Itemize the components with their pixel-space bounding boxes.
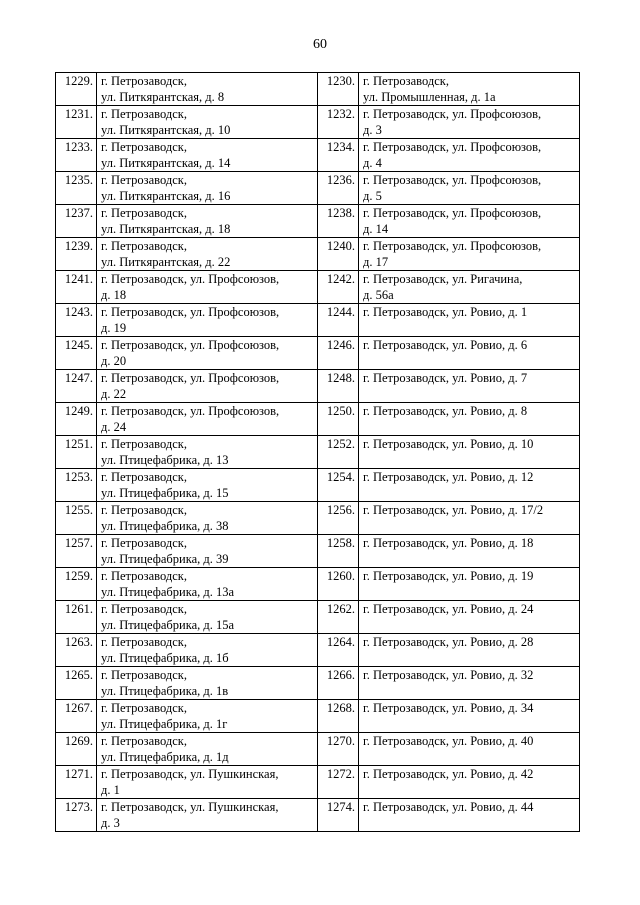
address-line: д. 3	[363, 123, 382, 137]
entry-number: 1259.	[56, 568, 97, 601]
entry-address	[359, 700, 580, 733]
entry-address	[359, 238, 580, 271]
address-line: ул. Птицефабрика, д. 15а	[101, 618, 235, 632]
address-line: г. Петрозаводск, ул. Ровио, д. 10	[363, 437, 534, 451]
table-row	[56, 370, 580, 403]
entry-number: 1232.	[318, 106, 359, 139]
address-line: г. Петрозаводск,	[101, 503, 187, 517]
address-line: г. Петрозаводск, ул. Профсоюзов,	[363, 107, 542, 121]
address-line: д. 19	[101, 321, 127, 335]
address-line: г. Петрозаводск, ул. Ровио, д. 28	[363, 635, 534, 649]
address-line: г. Петрозаводск, ул. Ровио, д. 7	[363, 371, 528, 385]
entry-number: 1256.	[318, 502, 359, 535]
address-line: д. 22	[101, 387, 127, 401]
entry-address	[97, 469, 318, 502]
entry-address	[359, 370, 580, 403]
table-row	[56, 634, 580, 667]
table-row	[56, 403, 580, 436]
entry-number: 1239.	[56, 238, 97, 271]
address-line: ул. Птицефабрика, д. 13	[101, 453, 229, 467]
entry-number: 1267.	[56, 700, 97, 733]
table-row	[56, 766, 580, 799]
entry-address	[359, 535, 580, 568]
address-line: д. 56а	[363, 288, 394, 302]
table-row	[56, 568, 580, 601]
address-line: д. 17	[363, 255, 389, 269]
address-line: г. Петрозаводск,	[101, 668, 187, 682]
address-line: г. Петрозаводск,	[101, 239, 187, 253]
table-row	[56, 469, 580, 502]
entry-address	[97, 337, 318, 370]
address-line: г. Петрозаводск, ул. Профсоюзов,	[101, 338, 280, 352]
address-line: г. Петрозаводск, ул. Профсоюзов,	[363, 239, 542, 253]
entry-address	[97, 106, 318, 139]
entry-address	[97, 502, 318, 535]
entry-number: 1243.	[56, 304, 97, 337]
address-line: г. Петрозаводск, ул. Ровио, д. 44	[363, 800, 534, 814]
address-line: г. Петрозаводск, ул. Пушкинская,	[101, 767, 279, 781]
address-line: г. Петрозаводск, ул. Ровио, д. 24	[363, 602, 534, 616]
entry-address	[97, 238, 318, 271]
table-row	[56, 436, 580, 469]
entry-address	[97, 304, 318, 337]
address-line: г. Петрозаводск,	[101, 173, 187, 187]
table-row	[56, 667, 580, 700]
table-row	[56, 106, 580, 139]
address-line: г. Петрозаводск, ул. Ригачина,	[363, 272, 523, 286]
entry-number: 1234.	[318, 139, 359, 172]
address-line: ул. Птицефабрика, д. 13а	[101, 585, 235, 599]
entry-number: 1235.	[56, 172, 97, 205]
entry-address	[97, 205, 318, 238]
entry-number: 1265.	[56, 667, 97, 700]
entry-address	[97, 172, 318, 205]
entry-address	[359, 667, 580, 700]
address-line: г. Петрозаводск, ул. Ровио, д. 19	[363, 569, 534, 583]
table-row	[56, 73, 580, 106]
address-line: г. Петрозаводск,	[101, 470, 187, 484]
address-line: г. Петрозаводск, ул. Ровио, д. 17/2	[363, 503, 544, 517]
address-line: ул. Птицефабрика, д. 1д	[101, 750, 229, 764]
table-row	[56, 304, 580, 337]
address-line: д. 24	[101, 420, 127, 434]
address-line: г. Петрозаводск, ул. Ровио, д. 1	[363, 305, 528, 319]
entry-address	[359, 139, 580, 172]
address-line: г. Петрозаводск,	[101, 536, 187, 550]
address-line: ул. Питкярантская, д. 16	[101, 189, 231, 203]
address-line: ул. Птицефабрика, д. 1г	[101, 717, 228, 731]
entry-number: 1263.	[56, 634, 97, 667]
address-table	[55, 72, 580, 832]
address-line: г. Петрозаводск, ул. Профсоюзов,	[363, 173, 542, 187]
address-line: г. Петрозаводск,	[101, 206, 187, 220]
address-line: д. 4	[363, 156, 382, 170]
entry-address	[359, 601, 580, 634]
entry-address	[359, 436, 580, 469]
entry-number: 1248.	[318, 370, 359, 403]
address-line: г. Петрозаводск, ул. Ровио, д. 40	[363, 734, 534, 748]
entry-address	[359, 304, 580, 337]
table-row	[56, 271, 580, 304]
address-line: г. Петрозаводск,	[101, 74, 187, 88]
address-line: г. Петрозаводск,	[101, 569, 187, 583]
address-line: г. Петрозаводск,	[101, 140, 187, 154]
entry-address	[97, 733, 318, 766]
entry-address	[359, 502, 580, 535]
table-row	[56, 139, 580, 172]
entry-address	[97, 403, 318, 436]
address-line: г. Петрозаводск,	[101, 734, 187, 748]
entry-address	[97, 601, 318, 634]
entry-number: 1229.	[56, 73, 97, 106]
address-line: ул. Промышленная, д. 1а	[363, 90, 496, 104]
table-row	[56, 799, 580, 832]
entry-address	[97, 799, 318, 832]
entry-number: 1261.	[56, 601, 97, 634]
address-line: д. 18	[101, 288, 127, 302]
entry-number: 1257.	[56, 535, 97, 568]
entry-address	[359, 568, 580, 601]
table-row	[56, 337, 580, 370]
entry-address	[97, 766, 318, 799]
entry-address	[97, 139, 318, 172]
address-line: ул. Питкярантская, д. 8	[101, 90, 225, 104]
address-line: г. Петрозаводск,	[101, 602, 187, 616]
entry-number: 1271.	[56, 766, 97, 799]
entry-address	[97, 436, 318, 469]
address-line: г. Петрозаводск,	[101, 701, 187, 715]
entry-address	[359, 73, 580, 106]
address-line: ул. Питкярантская, д. 18	[101, 222, 231, 236]
entry-number: 1231.	[56, 106, 97, 139]
address-line: г. Петрозаводск, ул. Профсоюзов,	[363, 206, 542, 220]
entry-address	[359, 634, 580, 667]
entry-number: 1238.	[318, 205, 359, 238]
entry-address	[97, 73, 318, 106]
entry-number: 1241.	[56, 271, 97, 304]
entry-address	[359, 106, 580, 139]
address-line: г. Петрозаводск, ул. Ровио, д. 42	[363, 767, 534, 781]
entry-number: 1255.	[56, 502, 97, 535]
address-line: г. Петрозаводск, ул. Ровио, д. 18	[363, 536, 534, 550]
entry-address	[97, 634, 318, 667]
entry-number: 1250.	[318, 403, 359, 436]
address-line: г. Петрозаводск, ул. Ровио, д. 34	[363, 701, 534, 715]
entry-number: 1230.	[318, 73, 359, 106]
entry-number: 1245.	[56, 337, 97, 370]
address-line: д. 3	[101, 816, 120, 830]
address-line: г. Петрозаводск,	[101, 635, 187, 649]
address-line: ул. Птицефабрика, д. 38	[101, 519, 229, 533]
entry-address	[359, 205, 580, 238]
table-row	[56, 700, 580, 733]
address-line: г. Петрозаводск, ул. Ровио, д. 12	[363, 470, 534, 484]
entry-number: 1237.	[56, 205, 97, 238]
address-line: д. 14	[363, 222, 389, 236]
entry-address	[359, 469, 580, 502]
table-row	[56, 601, 580, 634]
address-line: г. Петрозаводск, ул. Профсоюзов,	[363, 140, 542, 154]
address-line: г. Петрозаводск, ул. Профсоюзов,	[101, 404, 280, 418]
address-line: ул. Птицефабрика, д. 39	[101, 552, 229, 566]
address-line: д. 20	[101, 354, 127, 368]
entry-number: 1268.	[318, 700, 359, 733]
entry-address	[97, 535, 318, 568]
address-line: г. Петрозаводск,	[363, 74, 449, 88]
page-number: 60	[313, 37, 327, 52]
entry-number: 1236.	[318, 172, 359, 205]
entry-number: 1240.	[318, 238, 359, 271]
entry-number: 1253.	[56, 469, 97, 502]
address-line: ул. Питкярантская, д. 10	[101, 123, 231, 137]
address-line: ул. Питкярантская, д. 14	[101, 156, 231, 170]
entry-number: 1254.	[318, 469, 359, 502]
entry-number: 1244.	[318, 304, 359, 337]
entry-number: 1272.	[318, 766, 359, 799]
entry-number: 1274.	[318, 799, 359, 832]
entry-number: 1262.	[318, 601, 359, 634]
address-line: г. Петрозаводск, ул. Профсоюзов,	[101, 272, 280, 286]
address-line: г. Петрозаводск, ул. Ровио, д. 8	[363, 404, 528, 418]
entry-address	[359, 271, 580, 304]
entry-number: 1260.	[318, 568, 359, 601]
entry-number: 1258.	[318, 535, 359, 568]
address-line: д. 5	[363, 189, 382, 203]
entry-address	[359, 337, 580, 370]
entry-number: 1249.	[56, 403, 97, 436]
entry-address	[359, 172, 580, 205]
entry-number: 1270.	[318, 733, 359, 766]
entry-number: 1247.	[56, 370, 97, 403]
entry-number: 1233.	[56, 139, 97, 172]
entry-number: 1246.	[318, 337, 359, 370]
address-line: д. 1	[101, 783, 120, 797]
entry-number: 1273.	[56, 799, 97, 832]
entry-address	[97, 667, 318, 700]
entry-address	[359, 403, 580, 436]
entry-number: 1242.	[318, 271, 359, 304]
entry-address	[97, 700, 318, 733]
address-line: г. Петрозаводск, ул. Профсоюзов,	[101, 305, 280, 319]
table-row	[56, 733, 580, 766]
table-row	[56, 172, 580, 205]
table-row	[56, 535, 580, 568]
table-row	[56, 502, 580, 535]
entry-number: 1251.	[56, 436, 97, 469]
address-line: г. Петрозаводск, ул. Профсоюзов,	[101, 371, 280, 385]
table-row	[56, 205, 580, 238]
entry-address	[359, 733, 580, 766]
entry-address	[359, 766, 580, 799]
entry-number: 1252.	[318, 436, 359, 469]
entry-number: 1269.	[56, 733, 97, 766]
entry-number: 1266.	[318, 667, 359, 700]
entry-address	[97, 271, 318, 304]
address-line: г. Петрозаводск,	[101, 437, 187, 451]
entry-address	[97, 568, 318, 601]
address-line: ул. Птицефабрика, д. 1б	[101, 651, 229, 665]
address-table-body	[56, 73, 580, 832]
entry-number: 1264.	[318, 634, 359, 667]
address-line: ул. Питкярантская, д. 22	[101, 255, 231, 269]
address-line: г. Петрозаводск, ул. Пушкинская,	[101, 800, 279, 814]
table-row	[56, 238, 580, 271]
address-line: ул. Птицефабрика, д. 1в	[101, 684, 229, 698]
address-line: ул. Птицефабрика, д. 15	[101, 486, 229, 500]
entry-address	[359, 799, 580, 832]
address-line: г. Петрозаводск, ул. Ровио, д. 32	[363, 668, 534, 682]
entry-address	[97, 370, 318, 403]
address-line: г. Петрозаводск,	[101, 107, 187, 121]
address-line: г. Петрозаводск, ул. Ровио, д. 6	[363, 338, 528, 352]
